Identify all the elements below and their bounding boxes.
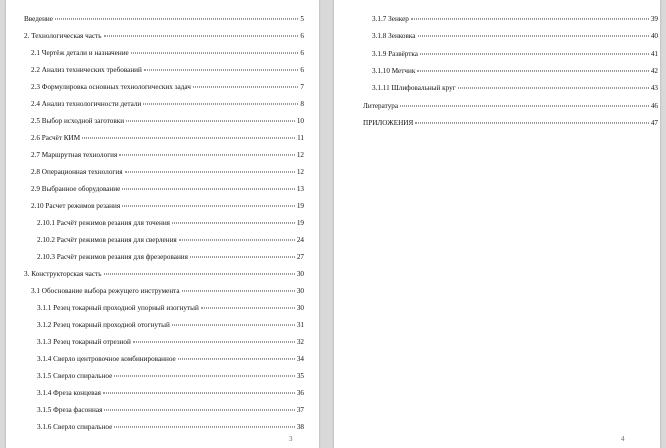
toc-entry-page: 40 bbox=[650, 32, 658, 41]
toc-entry-title: ПРИЛОЖЕНИЯ bbox=[363, 118, 414, 127]
toc-entry[interactable] bbox=[31, 287, 304, 296]
page-number: 4 bbox=[621, 435, 625, 443]
toc-entry-page: 35 bbox=[296, 372, 304, 380]
toc-entry-title: 2.5 Выбор исходной заготовки bbox=[31, 117, 125, 125]
toc-entry-page: 46 bbox=[650, 101, 658, 110]
toc-leader-dots bbox=[190, 257, 295, 258]
toc-entry[interactable] bbox=[31, 100, 304, 109]
toc-entry-title: 3.1.2 Резец токарный проходной отогнутый bbox=[37, 321, 170, 329]
toc-leader-dots bbox=[143, 104, 298, 105]
toc-leader-dots bbox=[119, 155, 294, 156]
toc-leader-dots bbox=[82, 138, 295, 139]
toc-entry-title: 3.1.7 Зенкер bbox=[372, 15, 409, 23]
toc-leader-dots bbox=[411, 19, 649, 20]
toc-entry-page: 41 bbox=[650, 49, 658, 58]
toc-entry-page: 30 bbox=[296, 304, 304, 312]
toc-entry-title: 3.1.1 Резец токарный проходной упорный изогнутый bbox=[37, 304, 199, 312]
toc-leader-dots bbox=[104, 410, 294, 411]
toc-entry[interactable] bbox=[31, 83, 304, 92]
toc-entry-page: 6 bbox=[300, 32, 304, 40]
toc-entry-page: 6 bbox=[300, 66, 304, 74]
toc-entry-title: 2.10 Расчет режимов резания bbox=[31, 202, 121, 210]
toc-entry-title: 2.6 Расчёт КИМ bbox=[31, 134, 81, 142]
toc-leader-dots bbox=[104, 36, 299, 37]
toc-entry-title: 2.9 Выбранное оборудование bbox=[31, 185, 121, 193]
toc-entry-page: 11 bbox=[297, 134, 304, 142]
toc-leader-dots bbox=[178, 359, 295, 360]
toc-entry-title: 2.2 Анализ технических требований bbox=[31, 66, 142, 74]
document-page-right bbox=[334, 0, 660, 448]
toc-entry-page: 47 bbox=[650, 118, 658, 127]
toc-leader-dots bbox=[201, 308, 295, 309]
toc-leader-dots bbox=[55, 19, 298, 20]
toc-entry-page: 13 bbox=[296, 185, 304, 193]
toc-entry[interactable] bbox=[372, 32, 658, 41]
toc-entry-page: 38 bbox=[296, 423, 304, 431]
toc-leader-dots bbox=[193, 87, 299, 88]
toc-leader-dots bbox=[415, 122, 649, 123]
toc-entry-title: 3.1.10 Метчик bbox=[372, 66, 416, 75]
toc-entry-title: 2.10.3 Расчёт режимов резания для фрезерования bbox=[37, 253, 188, 261]
toc-leader-dots bbox=[182, 291, 295, 292]
toc-entry[interactable] bbox=[37, 406, 304, 415]
toc-entry-title: 3.1.11 Шлифовальный круг bbox=[372, 84, 456, 93]
toc-leader-dots bbox=[133, 342, 295, 343]
toc-entry-title: 2.1 Чертёж детали и назначение bbox=[31, 49, 129, 57]
toc-entry-page: 37 bbox=[296, 406, 304, 414]
toc-leader-dots bbox=[418, 36, 649, 37]
toc-entry-title: 2.10.2 Расчёт режимов резания для сверления bbox=[37, 236, 177, 244]
toc-entry-page: 19 bbox=[296, 202, 304, 210]
toc-leader-dots bbox=[400, 105, 649, 106]
toc-entry-page: 10 bbox=[296, 117, 304, 125]
toc-entry[interactable] bbox=[372, 50, 658, 59]
toc-leader-dots bbox=[126, 121, 295, 122]
toc-leader-dots bbox=[114, 427, 295, 428]
toc-entry[interactable] bbox=[37, 253, 304, 262]
toc-entry[interactable] bbox=[37, 236, 304, 245]
toc-entry-title: 3.1.6 Сверло спиральное bbox=[37, 423, 113, 431]
toc-entry-page: 43 bbox=[650, 84, 658, 93]
toc-entry[interactable] bbox=[372, 15, 658, 24]
toc-entry-title: 2.8 Операционная технология bbox=[31, 168, 123, 176]
toc-leader-dots bbox=[420, 53, 649, 54]
toc-leader-dots bbox=[458, 88, 649, 89]
toc-entry[interactable] bbox=[31, 202, 304, 211]
toc-entry-title: 3.1 Обоснование выбора режущего инструмента bbox=[31, 287, 180, 295]
toc-entry-title: 3.1.5 Сверло спиральное bbox=[37, 372, 113, 380]
toc-leader-dots bbox=[144, 70, 299, 71]
toc-entry[interactable] bbox=[37, 338, 304, 347]
toc-entry-page: 39 bbox=[650, 15, 658, 23]
toc-entry-page: 8 bbox=[300, 100, 304, 108]
toc-entry[interactable] bbox=[37, 423, 304, 432]
toc-entry[interactable] bbox=[37, 372, 304, 381]
toc-entry[interactable] bbox=[31, 66, 304, 75]
toc-entry[interactable] bbox=[31, 185, 304, 194]
toc-leader-dots bbox=[172, 325, 295, 326]
toc-entry[interactable] bbox=[372, 67, 658, 76]
toc-entry[interactable] bbox=[37, 219, 304, 228]
toc-entry-page: 7 bbox=[300, 83, 304, 91]
toc-entry-title: 2.7 Маршрутная технология bbox=[31, 151, 118, 159]
toc-entry[interactable] bbox=[24, 270, 304, 279]
toc-leader-dots bbox=[103, 393, 295, 394]
toc-entry-page: 5 bbox=[300, 15, 304, 23]
toc-entry-page: 42 bbox=[650, 66, 658, 75]
toc-entry-title: 3.1.4 Сверло центровочное комбинированное bbox=[37, 355, 176, 363]
toc-leader-dots bbox=[104, 274, 295, 275]
toc-entry-title: 2.4 Анализ технологичности детали bbox=[31, 100, 142, 108]
toc-entry-page: 30 bbox=[296, 270, 304, 278]
toc-entry-page: 12 bbox=[296, 168, 304, 176]
toc-entry[interactable] bbox=[31, 151, 304, 160]
toc-entry-page: 19 bbox=[296, 219, 304, 227]
toc-entry-title: Литература bbox=[363, 101, 399, 110]
toc-entry[interactable] bbox=[24, 32, 304, 41]
toc-entry[interactable] bbox=[363, 119, 658, 128]
toc-leader-dots bbox=[179, 240, 295, 241]
toc-leader-dots bbox=[125, 172, 295, 173]
toc-entry[interactable] bbox=[37, 304, 304, 313]
toc-entry-title: 2. Технологическая часть bbox=[24, 32, 102, 40]
toc-entry-title: Введение bbox=[24, 15, 53, 23]
toc-entry-title: 3.1.8 Зенковка bbox=[372, 32, 416, 41]
toc-leader-dots bbox=[114, 376, 295, 377]
toc-leader-dots bbox=[122, 189, 294, 190]
toc-leader-dots bbox=[417, 70, 648, 71]
toc-entry[interactable] bbox=[31, 134, 304, 143]
toc-entry-page: 36 bbox=[296, 389, 304, 397]
toc-entry[interactable] bbox=[372, 84, 658, 93]
toc-leader-dots bbox=[131, 53, 299, 54]
toc-entry-page: 12 bbox=[296, 151, 304, 159]
toc-entry-title: 2.10.1 Расчёт режимов резания для точения bbox=[37, 219, 170, 227]
toc-entry-page: 27 bbox=[296, 253, 304, 261]
toc-entry-page: 31 bbox=[296, 321, 304, 329]
toc-leader-dots bbox=[122, 206, 295, 207]
toc-entry-title: 3.1.5 Фреза фасонная bbox=[37, 406, 103, 414]
toc-entry[interactable] bbox=[31, 49, 304, 58]
toc-entry-page: 6 bbox=[300, 49, 304, 57]
toc-entry[interactable] bbox=[31, 117, 304, 126]
toc-entry-title: 3. Конструкторская часть bbox=[24, 270, 102, 278]
toc-entry[interactable] bbox=[24, 15, 304, 24]
toc-entry-page: 34 bbox=[296, 355, 304, 363]
toc-leader-dots bbox=[172, 223, 295, 224]
toc-entry-title: 3.1.3 Резец токарный отрезной bbox=[37, 338, 131, 346]
toc-entry-title: 3.1.9 Развёртка bbox=[372, 49, 418, 58]
toc-entry[interactable] bbox=[37, 355, 304, 364]
toc-entry[interactable] bbox=[363, 102, 658, 111]
document-page-left bbox=[6, 0, 319, 448]
toc-entry[interactable] bbox=[37, 389, 304, 398]
toc-entry-title: 3.1.4 Фреза концевая bbox=[37, 389, 101, 397]
toc-entry-title: 2.3 Формулировка основных технологических задач bbox=[31, 83, 191, 91]
toc-entry-page: 30 bbox=[296, 287, 304, 295]
toc-entry[interactable] bbox=[31, 168, 304, 177]
toc-entry-page: 24 bbox=[296, 236, 304, 244]
toc-entry[interactable] bbox=[37, 321, 304, 330]
page-number: 3 bbox=[289, 435, 293, 443]
toc-entry-page: 32 bbox=[296, 338, 304, 346]
